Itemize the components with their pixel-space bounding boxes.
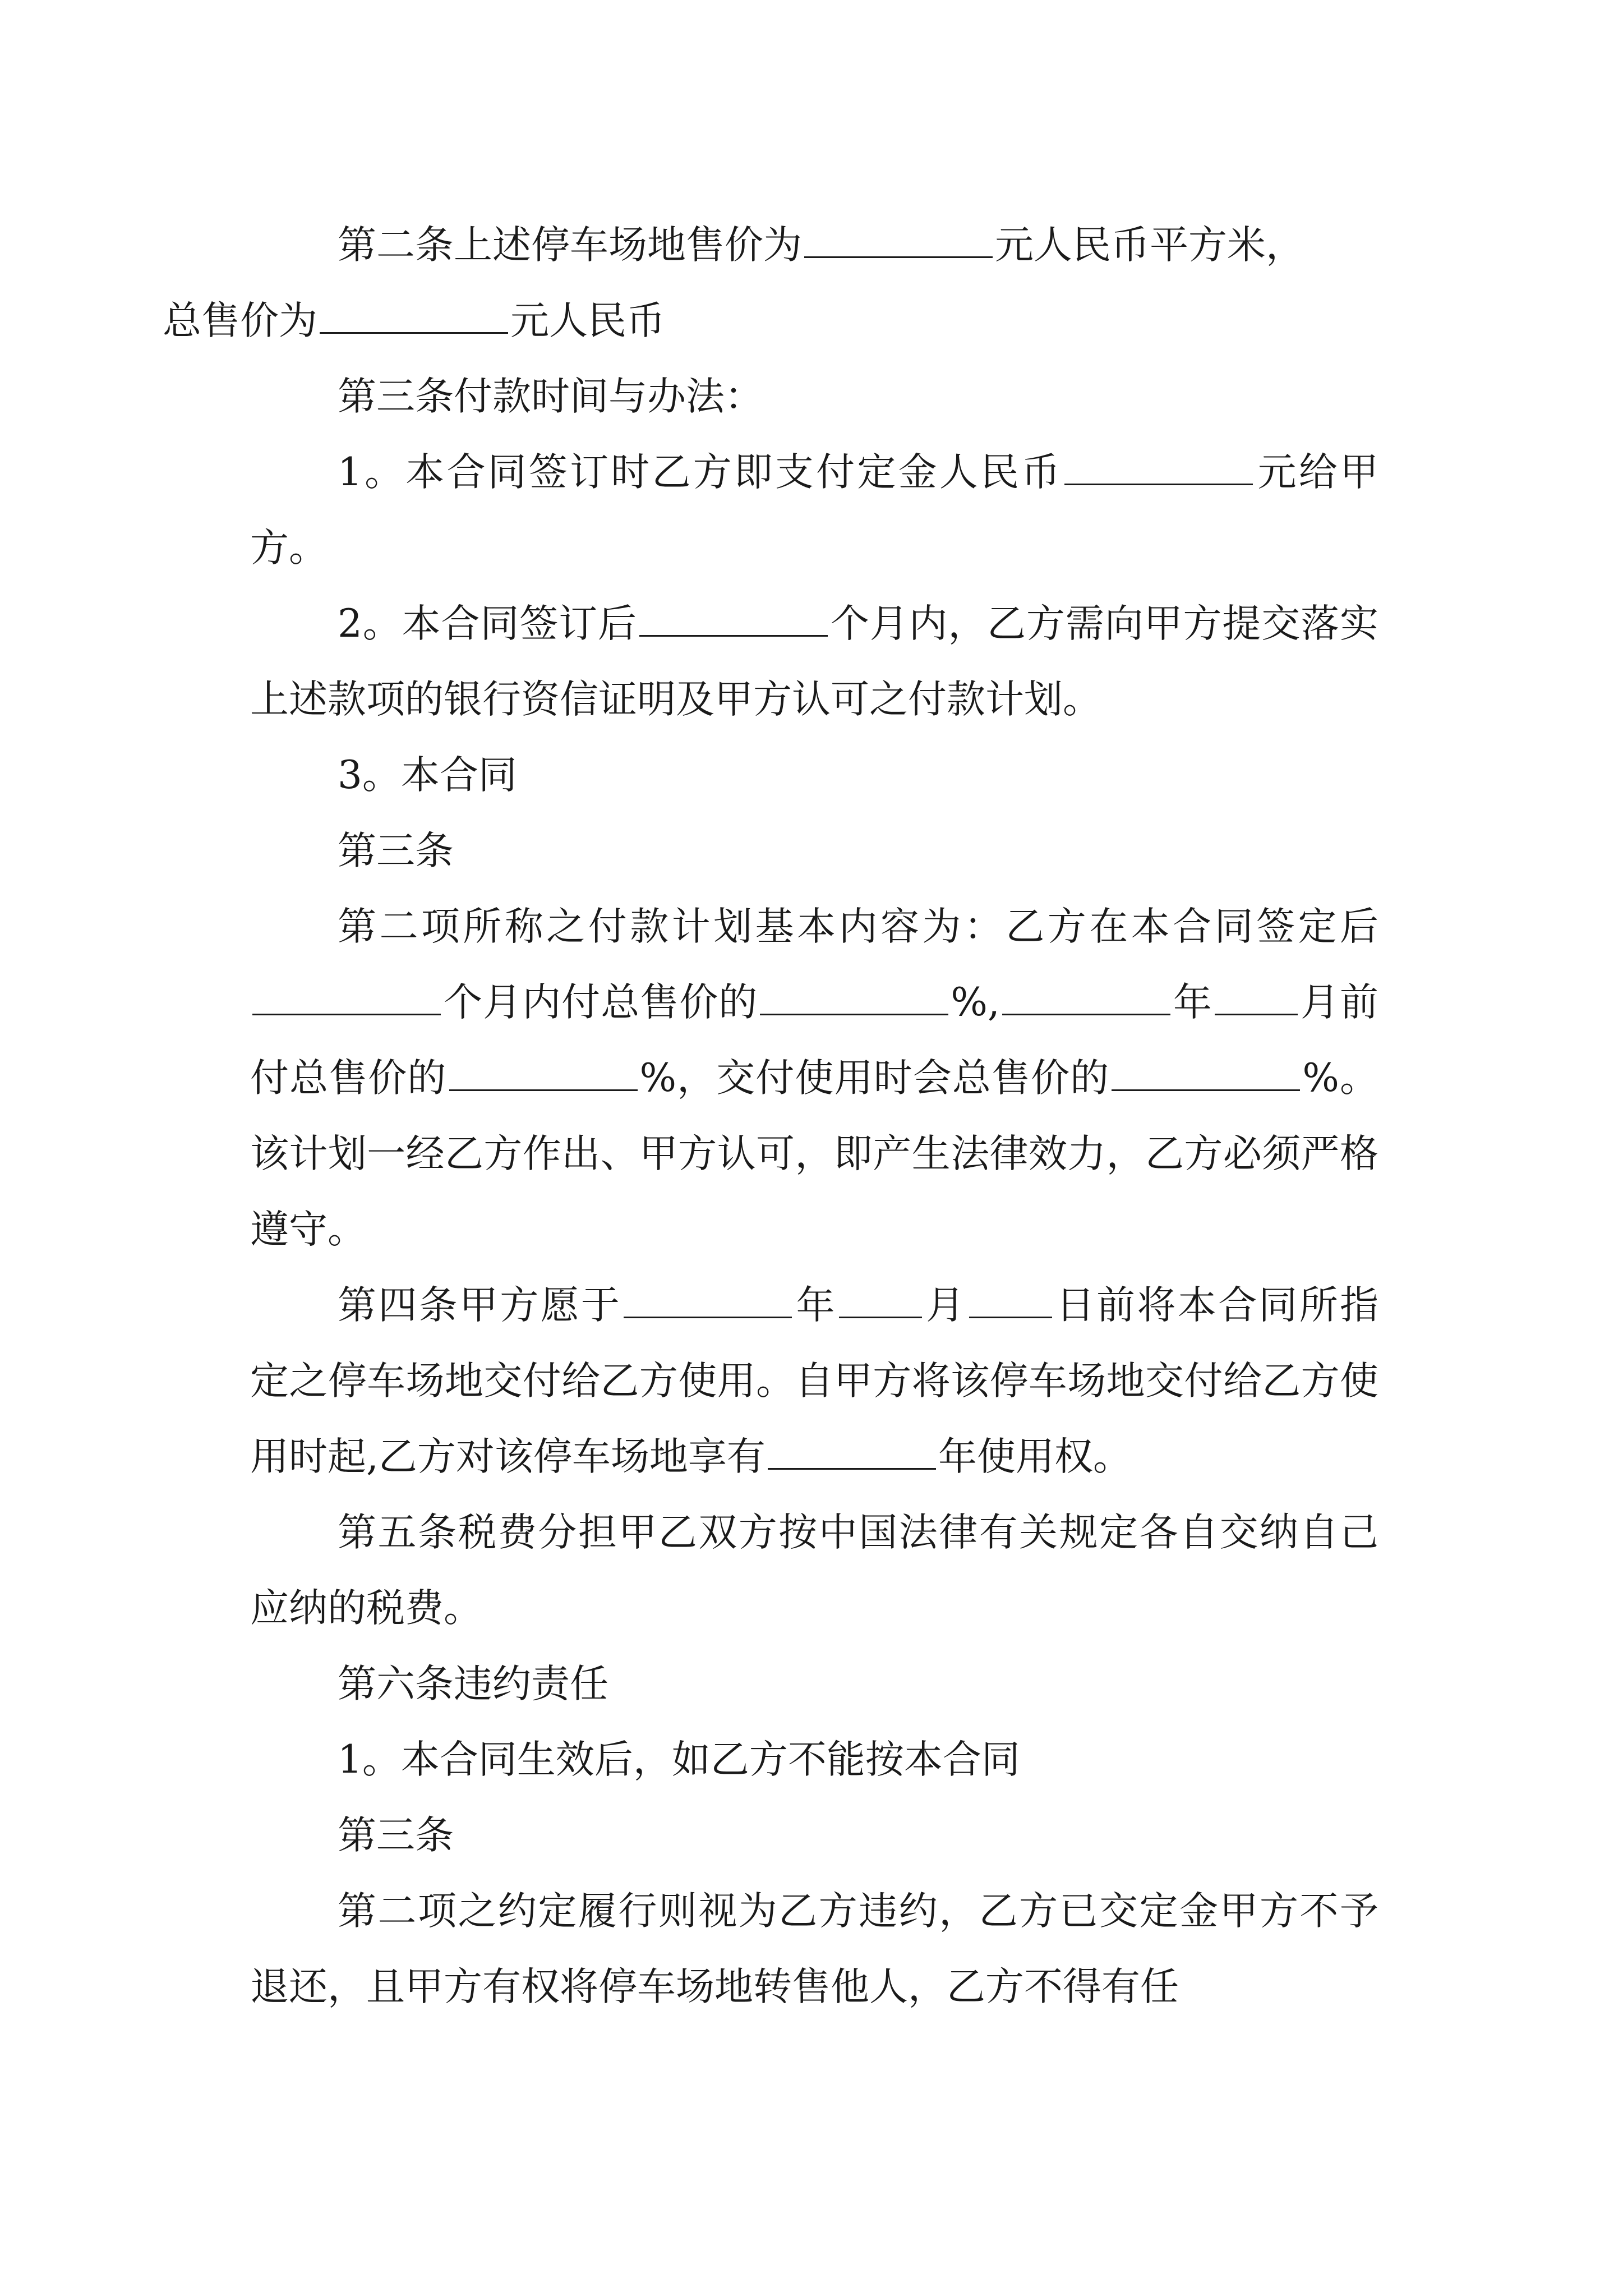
- text: 总售价为: [163, 298, 317, 343]
- text: 个月内付总售价的: [443, 980, 758, 1025]
- text: 1。本合同签订时乙方即支付定金人民币: [338, 450, 1063, 495]
- blank-field: [624, 1283, 792, 1318]
- text: 3。本合同: [338, 753, 517, 798]
- blank-field: [320, 298, 508, 334]
- text: 月: [924, 1283, 967, 1328]
- paragraph-article-6-title: [250, 1646, 1378, 1722]
- blank-field: [1215, 980, 1298, 1015]
- paragraph-article-3-title: [250, 359, 1378, 435]
- blank-field: [449, 1056, 638, 1091]
- blank-field: [760, 980, 948, 1015]
- text: 日前将本合同所指定之停车场地交付给乙方使用。自甲方将该停车场地交付给乙方使用时起,乙方对该停车场地享有: [250, 1283, 1379, 1479]
- text: 元人民币: [510, 298, 665, 343]
- text: 年: [794, 1283, 837, 1328]
- text: 第五条税费分担甲乙双方按中国法律有关规定各自交纳自己应纳的税费。: [250, 1510, 1378, 1631]
- blank-field: [252, 980, 441, 1015]
- blank-field: [1112, 1056, 1300, 1091]
- blank-field: [839, 1283, 922, 1318]
- text: 元人民币平方米，: [995, 223, 1304, 268]
- text: %,: [951, 980, 1000, 1025]
- text: 月前付总售价的: [250, 980, 1379, 1101]
- paragraph-article-2: [163, 208, 1378, 359]
- text: 第二项所称之付款计划基本内容为：乙方在本合同签定后: [338, 904, 1378, 949]
- paragraph-article-3-ref: [250, 813, 1378, 889]
- paragraph-article-4: [250, 1268, 1378, 1495]
- text: %。该计划一经乙方作出、甲方认可，即产生法律效力，乙方必须严格遵守。: [250, 1056, 1378, 1252]
- contract-text: [163, 208, 1379, 2025]
- paragraph-3-3: [250, 738, 1378, 813]
- blank-field: [768, 1434, 936, 1470]
- text: %，交付使用时会总售价的: [639, 1056, 1110, 1101]
- text: 第三条: [338, 1813, 454, 1858]
- paragraph-breach-terms: [250, 1874, 1378, 2025]
- text: 年使用权。: [938, 1434, 1132, 1479]
- text: 第二项之约定履行则视为乙方违约，乙方已交定金甲方不予退还，且甲方有权将停车场地转售他人，乙方不得有任: [250, 1889, 1378, 2009]
- paragraph-payment-plan: [250, 889, 1378, 1268]
- text: 第二条上述停车场地售价为: [338, 223, 802, 268]
- paragraph-3-1: [250, 435, 1378, 586]
- paragraph-article-3-ref-2: [250, 1798, 1378, 1874]
- text: 第三条: [338, 829, 454, 873]
- text: 元给甲方。: [250, 450, 1379, 570]
- blank-field: [1002, 980, 1170, 1015]
- text: 个月内，乙方需向甲方提交落实上述款项的银行资信证明及甲方认可之付款计划。: [250, 601, 1378, 722]
- paragraph-3-2: [250, 586, 1378, 738]
- text: 第六条违约责任: [338, 1662, 608, 1706]
- text: 年: [1172, 980, 1212, 1025]
- paragraph-article-5: [250, 1495, 1378, 1646]
- blank-field: [804, 223, 993, 258]
- text: 第四条甲方愿于: [338, 1283, 622, 1328]
- blank-field: [1064, 450, 1253, 485]
- blank-field: [639, 601, 828, 637]
- text: 2。本合同签订后: [338, 601, 637, 646]
- text: 第三条付款时间与办法：: [338, 374, 763, 419]
- blank-field: [969, 1283, 1052, 1318]
- text: 1。本合同生效后，如乙方不能按本合同: [338, 1737, 1020, 1782]
- paragraph-6-1: [250, 1722, 1378, 1798]
